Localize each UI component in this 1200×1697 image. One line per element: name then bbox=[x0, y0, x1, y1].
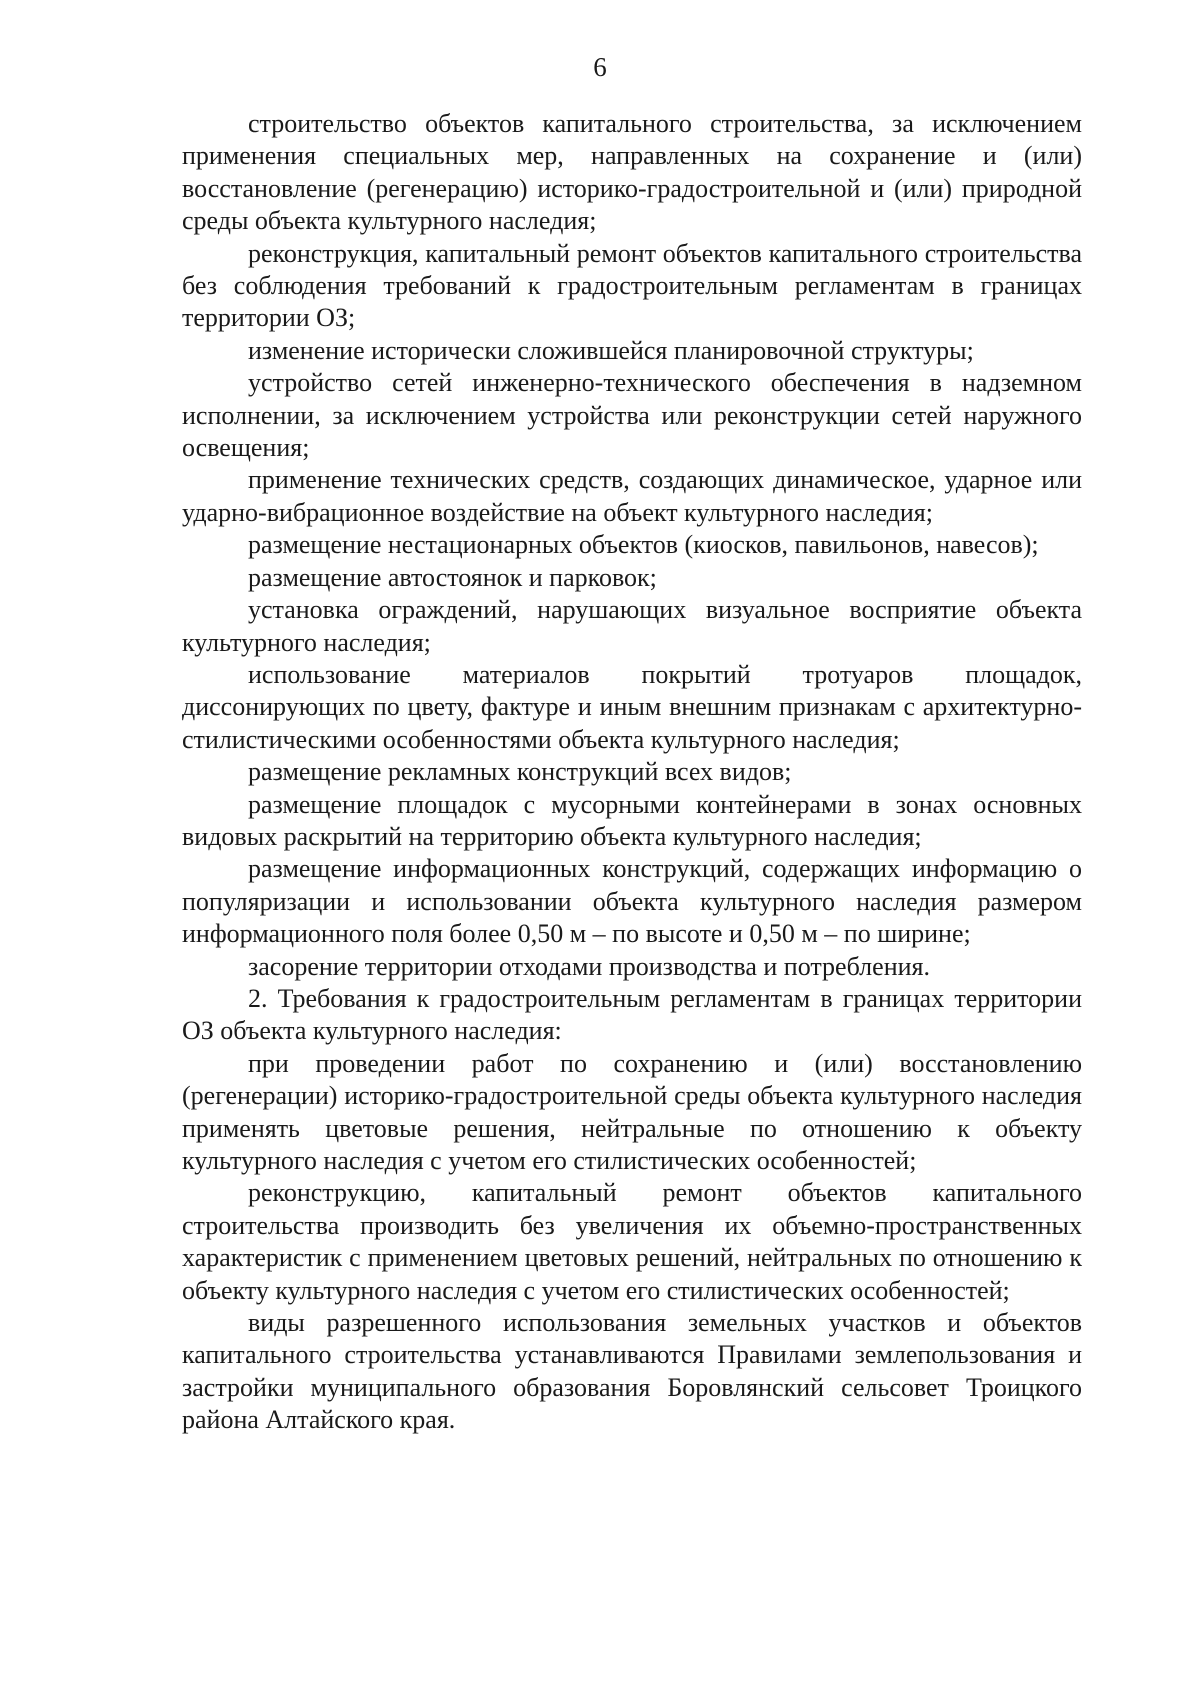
paragraph-requirement-land-use: виды разрешенного использования земельных участков и объектов капитального строительства устанавливаются Правилами землепользования и застройки муниципального образования Боровлянский сельсовет Троицкого района Алтайского края. bbox=[182, 1308, 1082, 1435]
paragraph-restriction-fences: установка ограждений, нарушающих визуальное восприятие объекта культурного наследия; bbox=[182, 595, 1082, 657]
paragraph-restriction-waste-sites: размещение площадок с мусорными контейнерами в зонах основных видовых раскрытий на территорию объекта культурного наследия; bbox=[182, 789, 1082, 851]
paragraph-restriction-planning-structure: изменение исторически сложившейся планировочной структуры; bbox=[248, 335, 974, 365]
paragraph-restriction-reconstruction: реконструкция, капитальный ремонт объектов капитального строительства без соблюдения требований к градостроительным регламентам в границах территории ОЗ; bbox=[182, 238, 1082, 333]
paragraph-restriction-paving-materials: использование материалов покрытий тротуаров площадок, диссонирующих по цвету, фактуре и иным внешним признакам с архитектурно-стилистическими особенностями объекта культурного наследия; bbox=[182, 659, 1082, 754]
paragraph-requirement-color-solutions: при проведении работ по сохранению и (или) восстановлению (регенерации) историко-градостроительной среды объекта культурного наследия применять цветовые решения, нейтральные по отношению к объекту культурного наследия с учетом его стилистических особенностей; bbox=[182, 1048, 1082, 1175]
paragraph-restriction-technical-means: применение технических средств, создающих динамическое, ударное или ударно-вибрационное воздействие на объект культурного наследия; bbox=[182, 465, 1082, 527]
paragraph-restriction-littering: засорение территории отходами производства и потребления. bbox=[248, 951, 930, 981]
paragraph-restriction-advertising: размещение рекламных конструкций всех видов; bbox=[248, 757, 792, 787]
document-body bbox=[182, 108, 1082, 1437]
paragraph-restriction-information-structures: размещение информационных конструкций, содержащих информацию о популяризации и использовании объекта культурного наследия размером информационного поля более 0,50 м – по высоте и 0,50 м – по ширине; bbox=[182, 854, 1082, 949]
page-number: 6 bbox=[593, 52, 607, 82]
paragraph-restriction-temporary-objects: размещение нестационарных объектов (киосков, павильонов, навесов); bbox=[248, 530, 1039, 560]
paragraph-requirement-reconstruction: реконструкцию, капитальный ремонт объектов капитального строительства производить без увеличения их объемно-пространственных характеристик с применением цветовых решений, нейтральных по отношению к объекту культурного наследия с учетом его стилистических особенностей; bbox=[182, 1178, 1082, 1305]
section-heading-requirements: 2. Требования к градостроительным регламентам в границах территории ОЗ объекта культурного наследия: bbox=[182, 983, 1082, 1046]
paragraph-restriction-utility-networks: устройство сетей инженерно-технического обеспечения в надземном исполнении, за исключением устройства или реконструкции сетей наружного освещения; bbox=[182, 368, 1082, 463]
paragraph-restriction-parking: размещение автостоянок и парковок; bbox=[248, 562, 657, 592]
paragraph-restriction-capital-construction: строительство объектов капитального строительства, за исключением применения специальных мер, направленных на сохранение и (или) восстановление (регенерацию) историко-градостроительной и (или) природной среды объекта культурного наследия; bbox=[182, 109, 1082, 236]
